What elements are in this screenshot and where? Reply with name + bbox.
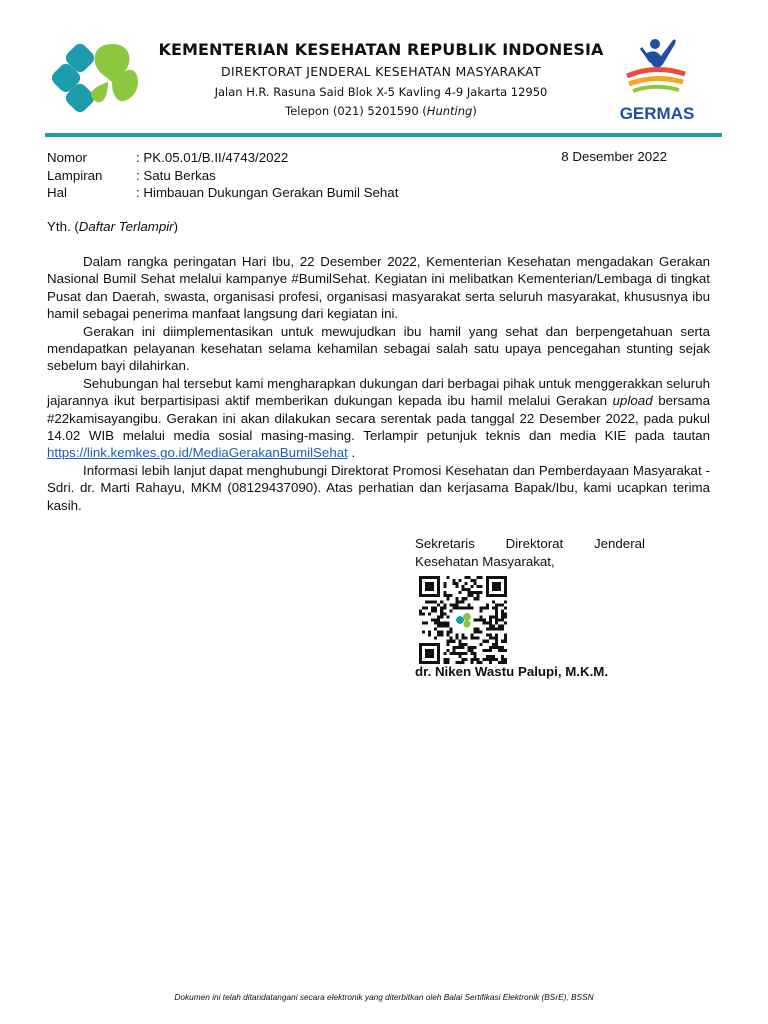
phone-text: Telepon (021) 5201590 ( [285,104,427,118]
phone [150,104,612,118]
sig-title-line-2: Kesehatan Masyarakat, [415,553,555,569]
directorate-name: DIREKTORAT JENDERAL KESEHATAN MASYARAKAT [221,64,541,79]
letterhead [150,40,612,118]
salutation [47,219,178,234]
hal-value: : Himbauan Dukungan Gerakan Bumil Sehat [136,185,399,200]
salutation-recipient: Daftar Terlampir [78,219,174,234]
sig-word-1: Sekretaris [415,536,475,551]
letter-date: 8 Desember 2022 [561,149,667,164]
signer-name: dr. Niken Wastu Palupi, M.K.M. [415,664,609,679]
footer-note: Dokumen ini telah ditandatangani secara elektronik yang diterbitkan oleh Balai Sertifikasi Elektronik (BSrE), BSSN [174,992,594,1002]
salutation-prefix: Yth. ( [47,219,79,234]
paragraph-2: Gerakan ini diimplementasikan untuk mewujudkan ibu hamil yang sehat dan berpengetahuan serta mendapatkan pelayanan kesehatan selama kehamilan sebagai salah satu upaya pencegahan stunting sejak sebelum bayi dilahirkan. [47,323,710,374]
p3-upload: upload [612,393,653,409]
lampiran-value: : Satu Berkas [136,167,216,183]
phone-hunting: Hunting [426,104,473,118]
nomor-label: Nomor [47,150,87,165]
signature-title [415,535,645,570]
p3-text-c: . [347,445,356,461]
paragraph-1: Dalam rangka peringatan Hari Ibu, 22 Desember 2022, Kementerian Kesehatan mengadakan Gerakan Nasional Bumil Sehat melalui kampanye #BumilSehat. Kegiatan ini melibatkan Kementerian/Lembaga di tingkat Pusat dan Daerah, swasta, organisasi profesi, organisasi masyarakat serta seluruh masyarakat, khususnya ibu hamil sebagai penerima manfaat langsung dari kegiatan ini. [47,254,710,322]
paragraph-4: Informasi lebih lanjut dapat menghubungi Direktorat Promosi Kesehatan dan Pemberdayaan Masyarakat - Sdri. dr. Marti Rahayu, MKM (08129437090). Atas perhatian dan kerjasama Bapak/Ibu, kami ucapkan terima kasih. [47,462,710,513]
header-divider [45,133,722,137]
lampiran-label: Lampiran [47,167,103,183]
germas-logo-text: GERMAS [619,104,695,123]
letter-body [47,253,710,514]
p3-text-b: bersama #22kamisayangibu. Gerakan ini akan dilakukan secara serentak pada tanggal 22 Desember 2022, pada pukul 14.02 WIB melalui media sosial masing-masing. Terlampir petunjuk teknis dan media KIE pada tautan [47,393,710,444]
sig-word-3: Jenderal [593,536,645,551]
phone-close: ) [472,104,477,118]
address: Jalan H.R. Rasuna Said Blok X-5 Kavling 4-9 Jakarta 12950 [214,85,548,99]
ministry-name: KEMENTERIAN KESEHATAN REPUBLIK INDONESIA [158,40,604,59]
qr-code-icon [419,576,507,664]
salutation-suffix: ) [173,219,179,234]
nomor-value: : PK.05.01/B.II/4743/2022 [136,150,289,165]
paragraph-3 [47,375,710,462]
hal-label: Hal [47,185,67,200]
media-link[interactable]: https://link.kemkes.go.id/MediaGerakanBumilSehat [47,445,348,461]
p3-text-a: Sehubungan hal tersebut kami mengharapkan dukungan dari berbagai pihak untuk menggerakkan seluruh jajarannya ikut berpartisipasi aktif memberikan dukungan kepada ibu hamil melalui Gerakan [47,375,710,409]
germas-logo-icon [615,34,701,124]
kemenkes-logo-icon [52,38,146,118]
letter-meta [47,149,398,202]
sig-word-2: Direktorat [505,536,564,551]
